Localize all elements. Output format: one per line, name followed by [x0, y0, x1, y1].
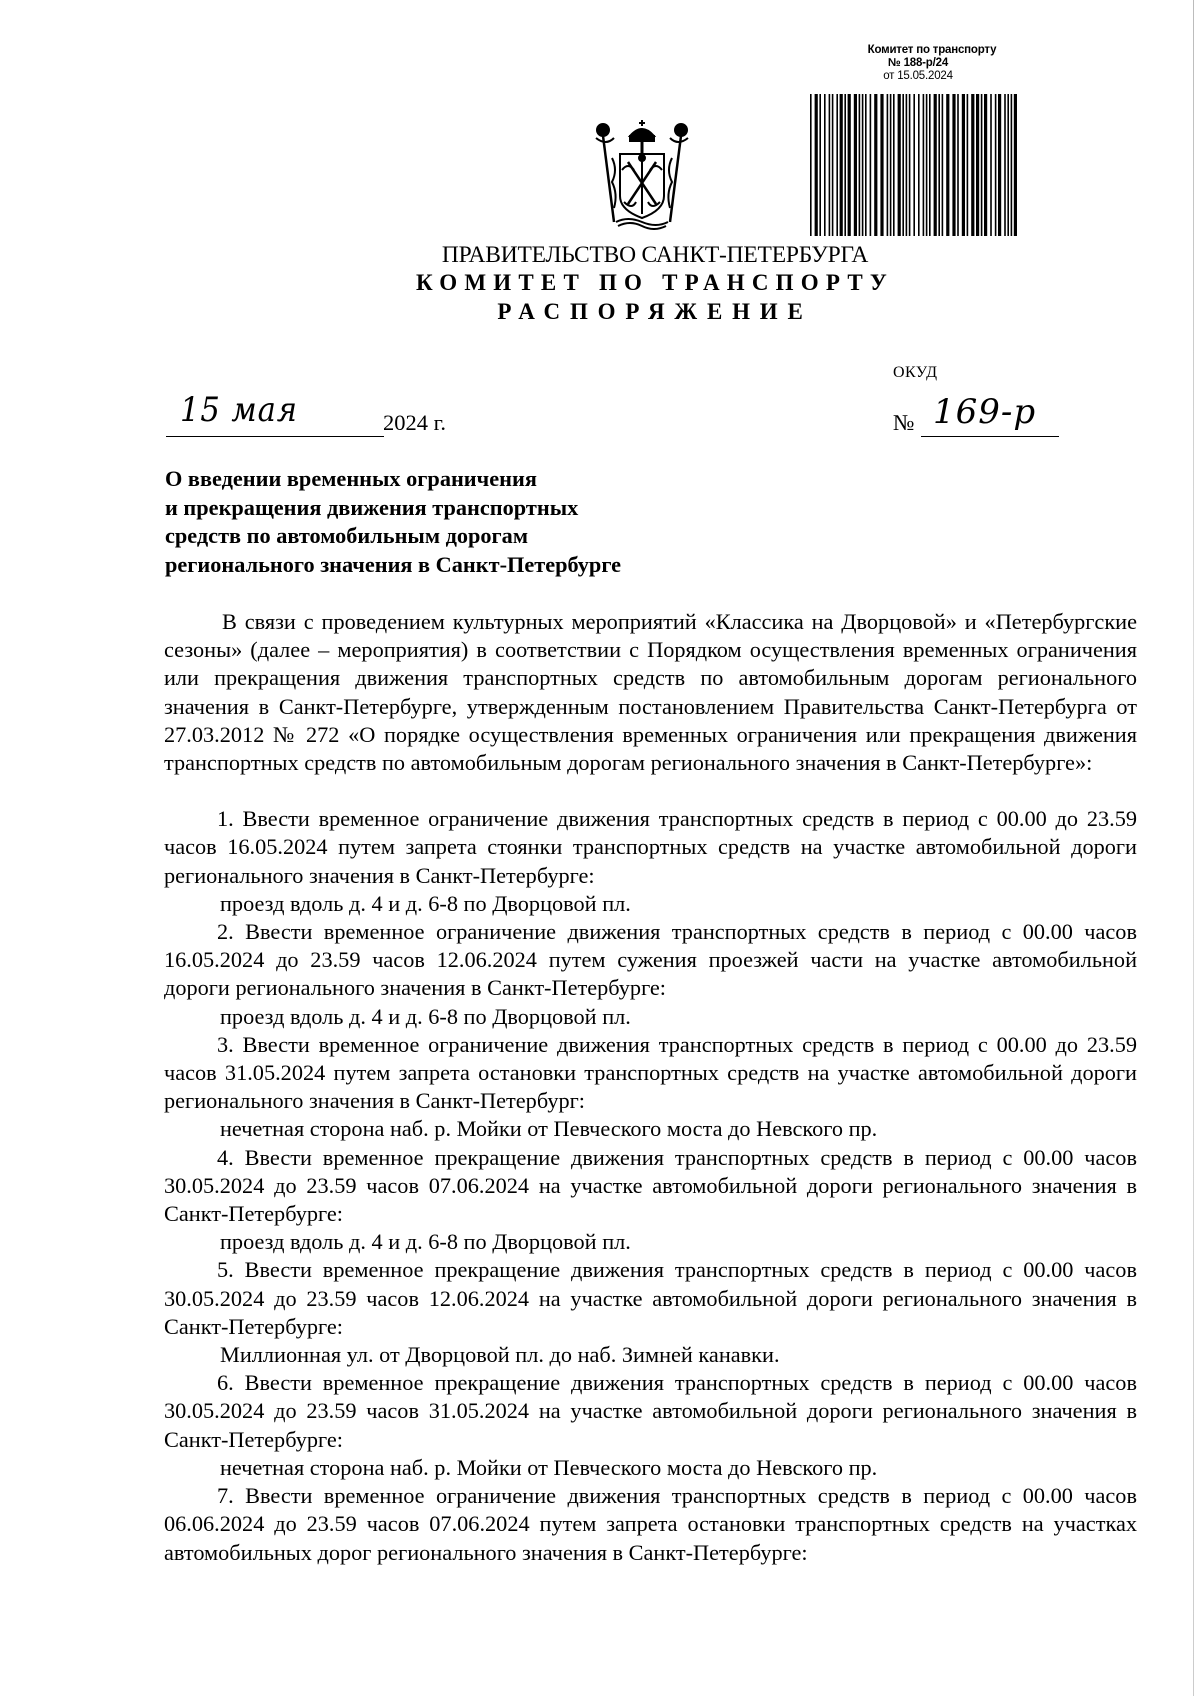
title-line: средств по автомобильным дорогам — [165, 523, 529, 548]
barcode-bar — [829, 94, 831, 236]
document-body — [164, 608, 1137, 1567]
number-field — [921, 392, 1059, 437]
barcode-bar — [1004, 94, 1006, 236]
barcode-bar — [844, 94, 846, 236]
barcode-bar — [874, 94, 877, 236]
barcode-bar — [862, 94, 864, 236]
preamble-paragraph: В связи с проведением культурных мероприятий «Классика на Дворцовой» и «Петербургские сезоны» (далее – мероприятия) в соответствии с Порядком осуществления временных ограничения или прекращения движения транспортных средств по автомобильным дорогам регионального значения в Санкт-Петербурге, утвержденным постановлением Правительства Санкт-Петербурга от 27.03.2012 № 272 «О порядке осуществления временных ограничения или прекращения движения транспортных средств по автомобильным дорогам регионального значения в Санкт-Петербурге»: — [164, 609, 1137, 776]
order-item-3: 3. Ввести временное ограничение движения транспортных средств в период с 00.00 до 23.59 часов 31.05.2024 путем запрета остановки транспортных средств на участке автомобильной дороги регионального значения в Санкт-Петербург: — [164, 1031, 1137, 1114]
barcode-bar — [810, 94, 812, 236]
barcode-bar — [909, 94, 911, 236]
barcode-bar — [934, 94, 937, 236]
barcode-bar — [1007, 94, 1009, 236]
barcode-bar — [848, 94, 851, 236]
barcode-bar — [913, 94, 915, 236]
order-item-1: 1. Ввести временное ограничение движения транспортных средств в период с 00.00 до 23.59 часов 16.05.2024 путем запрета стоянки транспортных средств на участке автомобильной дороги регионального значения в Санкт-Петербурге: — [164, 806, 1137, 888]
title-line: и прекращения движения транспортных — [165, 494, 579, 520]
barcode-bar — [819, 94, 821, 236]
barcode-bar — [957, 94, 959, 236]
barcode-bar — [893, 94, 895, 236]
order-item-6: 6. Ввести временное прекращение движения транспортных средств в период с 00.00 часов 30.05.2024 до 23.59 часов 31.05.2024 на участке автомобильной дороги регионального значения в Санкт-Петербурге: — [164, 1370, 1137, 1452]
barcode-bar — [1011, 94, 1013, 236]
barcode-bar — [984, 94, 987, 236]
handwritten-date: 15 мая — [180, 390, 298, 430]
barcode-bar — [946, 94, 949, 236]
coat-of-arms-icon — [592, 118, 692, 230]
barcode-bar — [981, 94, 983, 236]
barcode-bar — [938, 94, 940, 236]
barcode-bar — [971, 94, 974, 236]
okud-label: ОКУД — [893, 364, 938, 381]
barcode-bar — [870, 94, 872, 236]
order-item-2-location: проезд вдоль д. 4 и д. 6-8 по Дворцовой пл. — [220, 1003, 631, 1029]
handwritten-number: 169-р — [933, 392, 1037, 432]
stamp-committee: Комитет по транспорту — [867, 44, 997, 56]
barcode-bar — [836, 94, 838, 236]
barcode-bar — [890, 94, 892, 236]
document-type-heading: РАСПОРЯЖЕНИЕ — [497, 299, 813, 324]
barcode-bar — [967, 94, 969, 236]
order-item-5-location: Миллионная ул. от Дворцовой пл. до наб. Зимней канавки. — [220, 1342, 780, 1368]
barcode-bar — [815, 94, 818, 236]
barcode-bar — [929, 94, 931, 236]
barcode-bar — [998, 94, 1001, 236]
barcode-bar — [898, 94, 901, 236]
order-item-1-location: проезд вдоль д. 4 и д. 6-8 по Дворцовой пл. — [220, 890, 631, 916]
barcode-bar — [824, 94, 826, 236]
barcode-bar — [902, 94, 904, 236]
barcode-bar — [923, 94, 925, 236]
number-sign: № — [893, 410, 915, 435]
barcode-bar — [952, 94, 955, 236]
order-item-4: 4. Ввести временное прекращение движения транспортных средств в период с 00.00 часов 30.05.2024 до 23.59 часов 07.06.2024 на участке автомобильной дороги регионального значения в Санкт-Петербурге: — [164, 1144, 1137, 1227]
title-line: регионального значения в Санкт-Петербурге — [165, 551, 622, 577]
barcode-bar — [840, 94, 843, 236]
committee-heading: КОМИТЕТ ПО ТРАНСПОРТУ — [416, 270, 894, 295]
date-year: 2024 г. — [383, 410, 446, 435]
barcode-bar — [976, 94, 979, 236]
barcode-bar — [832, 94, 834, 236]
barcode-icon — [808, 94, 1021, 236]
barcode-bar — [865, 94, 867, 236]
barcode-bar — [906, 94, 908, 236]
order-item-2: 2. Ввести временное ограничение движения транспортных средств в период с 00.00 часов 16.05.2024 до 23.59 часов 12.06.2024 путем сужения проезжей части на участке автомобильной дороги регионального значения в Санкт-Петербурге: — [164, 919, 1137, 1001]
barcode-bar — [854, 94, 857, 236]
barcode-bar — [942, 94, 944, 236]
document-title — [165, 465, 725, 579]
barcode-bar — [990, 94, 992, 236]
title-line: О введении временных ограничения — [165, 466, 537, 491]
government-heading: ПРАВИТЕЛЬСТВО САНКТ-ПЕТЕРБУРГА — [441, 242, 869, 268]
barcode-bar — [1014, 94, 1017, 236]
order-item-3-location: нечетная сторона наб. р. Мойки от Певческого моста до Невского пр. — [220, 1116, 878, 1142]
order-item-7: 7. Ввести временное ограничение движения транспортных средств в период с 00.00 часов 06.06.2024 до 23.59 часов 07.06.2024 путем запрета остановки транспортных средств на участках автомобильных дорог регионального значения в Санкт-Петербурге: — [164, 1483, 1137, 1565]
order-item-5: 5. Ввести временное прекращение движения транспортных средств в период с 00.00 часов 30.05.2024 до 23.59 часов 12.06.2024 на участке автомобильной дороги регионального значения в Санкт-Петербурге: — [164, 1257, 1137, 1339]
date-field — [166, 392, 384, 437]
stamp-date: от 15.05.2024 — [883, 70, 953, 82]
barcode-bar — [918, 94, 920, 236]
barcode-bar — [995, 94, 997, 236]
registration-stamp — [808, 44, 1028, 83]
stamp-number: № 188-р/24 — [887, 57, 949, 69]
order-item-6-location: нечетная сторона наб. р. Мойки от Певческого моста до Невского пр. — [220, 1454, 878, 1480]
barcode-bar — [962, 94, 965, 236]
order-item-4-location: проезд вдоль д. 4 и д. 6-8 по Дворцовой пл. — [220, 1229, 631, 1255]
barcode-bar — [887, 94, 889, 236]
barcode-bar — [880, 94, 883, 236]
barcode-bar — [926, 94, 928, 236]
barcode-bar — [859, 94, 861, 236]
